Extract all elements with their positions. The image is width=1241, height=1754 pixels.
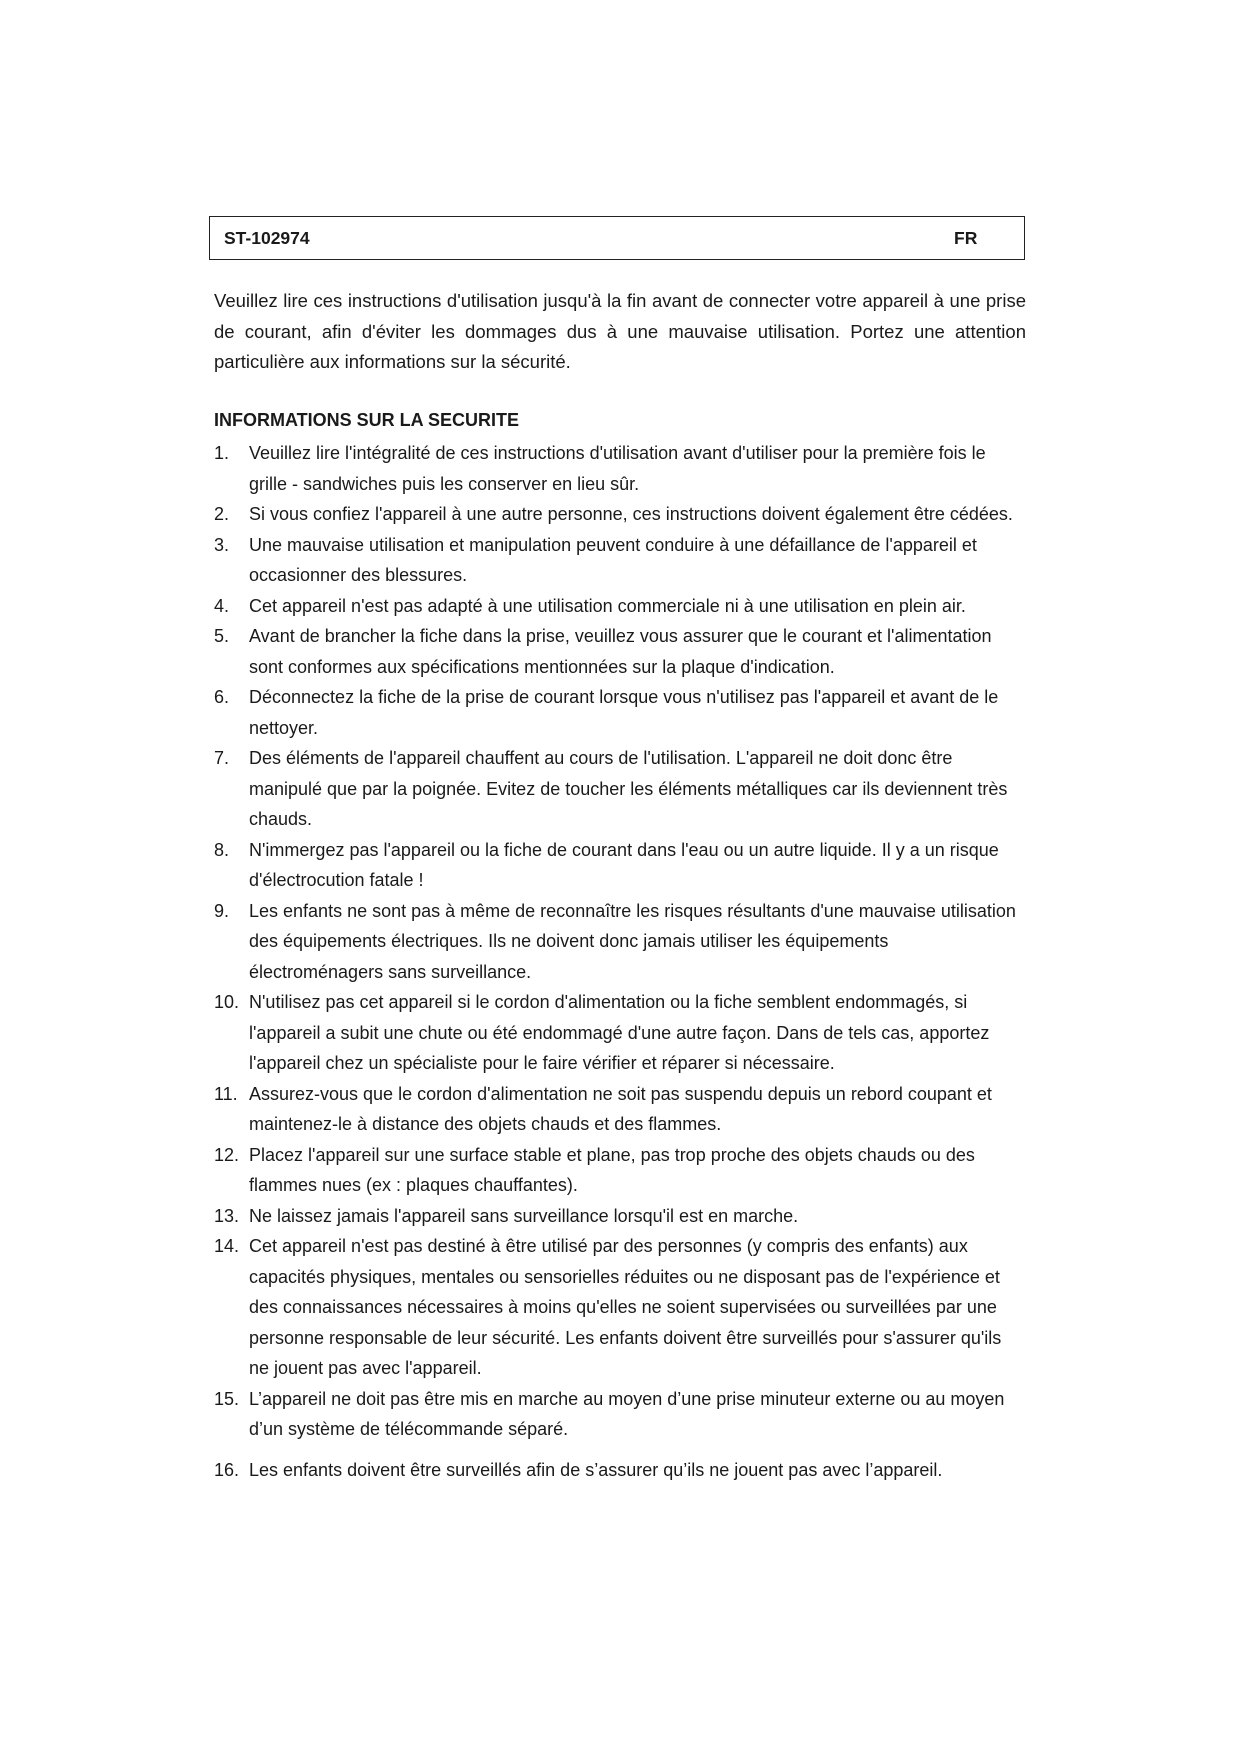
item-text: Déconnectez la fiche de la prise de courant lorsque vous n'utilisez pas l'appareil et avant de le nettoyer.: [249, 687, 999, 738]
item-number: 9.: [214, 900, 230, 921]
item-number: 6.: [214, 687, 230, 707]
item-text: Placez l'appareil sur une surface stable et plane, pas trop proche des objets chauds ou des flammes nues (ex : plaques chauffantes).: [249, 1144, 975, 1195]
list-item: [214, 1140, 1026, 1201]
item-number: 10.: [214, 992, 240, 1012]
item-number: 1.: [214, 443, 230, 463]
item-text: Des éléments de l'appareil chauffent au cours de l'utilisation. L'appareil ne doit donc être manipulé que par la poignée. Evitez de toucher les éléments métalliques car ils deviennent très chauds.: [249, 748, 1008, 829]
list-item: [214, 682, 1026, 743]
item-text: N'utilisez pas cet appareil si le cordon d'alimentation ou la fiche semblent endommagés, si l'appareil a subit une chute ou été endommagé d'une autre façon. Dans de tels cas, apportez l'appareil chez un spécialiste pour le faire vérifier et réparer si nécessaire.: [249, 992, 990, 1073]
item-text: Une mauvaise utilisation et manipulation peuvent conduire à une défaillance de l'appareil et occasionner des blessures.: [249, 534, 977, 585]
item-text: Assurez-vous que le cordon d'alimentation ne soit pas suspendu depuis un rebord coupant et maintenez-le à distance des objets chauds et des flammes.: [249, 1083, 992, 1134]
item-text: Ne laissez jamais l'appareil sans surveillance lorsqu'il est en marche.: [249, 1205, 799, 1226]
item-number: 8.: [214, 839, 230, 860]
item-text: L’appareil ne doit pas être mis en marche au moyen d’une prise minuteur externe ou au moyen d’un système de télécommande séparé.: [249, 1388, 1005, 1439]
item-number: 7.: [214, 748, 230, 768]
list-item: [214, 987, 1026, 1079]
item-number: 11.: [214, 1083, 238, 1104]
intro-paragraph: Veuillez lire ces instructions d'utilisation jusqu'à la fin avant de connecter votre appareil à une prise de courant, afin d'éviter les dommages dus à une mauvaise utilisation. Portez une attention particulière aux informations sur la sécurité.: [214, 290, 1026, 372]
item-text: Les enfants doivent être surveillés afin de s’assurer qu’ils ne jouent pas avec l’appareil.: [249, 1459, 943, 1480]
item-number: 15.: [214, 1388, 240, 1409]
language-code: FR: [954, 228, 978, 248]
list-item: [214, 1201, 1026, 1232]
item-text: Avant de brancher la fiche dans la prise, veuillez vous assurer que le courant et l'alimentation sont conformes aux spécifications mentionnées sur la plaque d'indication.: [249, 626, 992, 677]
item-text: N'immergez pas l'appareil ou la fiche de courant dans l'eau ou un autre liquide. Il y a un risque d'électrocution fatale !: [249, 839, 999, 890]
item-text: Veuillez lire l'intégralité de ces instructions d'utilisation avant d'utiliser pour la première fois le grille - sandwiches puis les conserver en lieu sûr.: [249, 443, 986, 494]
safety-list: [214, 438, 1026, 1485]
item-number: 3.: [214, 534, 230, 555]
list-item: [214, 835, 1026, 896]
list-item: [214, 438, 1026, 499]
list-item: [214, 743, 1026, 835]
list-item: [214, 1384, 1026, 1445]
list-item: [214, 499, 1026, 530]
item-text: Cet appareil n'est pas destiné à être utilisé par des personnes (y compris des enfants) aux capacités physiques, mentales ou sensorielles réduites ou ne disposant pas de l'expérience et des connaissances nécessaires à moins qu'elles ne soient supervisées ou surveillées par une personne responsable de leur sécurité. Les enfants doivent être surveillés pour s'assurer qu'ils ne jouent pas avec l'appareil.: [249, 1236, 1002, 1378]
item-number: 12.: [214, 1144, 240, 1165]
item-text: Les enfants ne sont pas à même de reconnaître les risques résultants d'une mauvaise utilisation des équipements électriques. Ils ne doivent donc jamais utiliser les équipements électroménagers sans surveillance.: [249, 900, 1016, 982]
item-number: 5.: [214, 626, 230, 646]
item-number: 4.: [214, 595, 230, 616]
list-item: [214, 530, 1026, 591]
safety-heading: INFORMATIONS SUR LA SECURITE: [214, 410, 519, 430]
product-code: ST-102974: [224, 228, 310, 248]
document-header: [209, 216, 1025, 260]
item-text: Si vous confiez l'appareil à une autre personne, ces instructions doivent également être cédées.: [249, 504, 1013, 524]
list-item: [214, 1231, 1026, 1384]
item-number: 14.: [214, 1236, 240, 1256]
list-item: [214, 1455, 1026, 1486]
list-item: [214, 896, 1026, 988]
list-item: [214, 1079, 1026, 1140]
item-text: Cet appareil n'est pas adapté à une utilisation commerciale ni à une utilisation en plein air.: [249, 595, 966, 616]
item-number: 16.: [214, 1459, 240, 1480]
item-number: 2.: [214, 504, 230, 524]
item-number: 13.: [214, 1205, 240, 1226]
list-item: [214, 591, 1026, 622]
list-item: [214, 621, 1026, 682]
